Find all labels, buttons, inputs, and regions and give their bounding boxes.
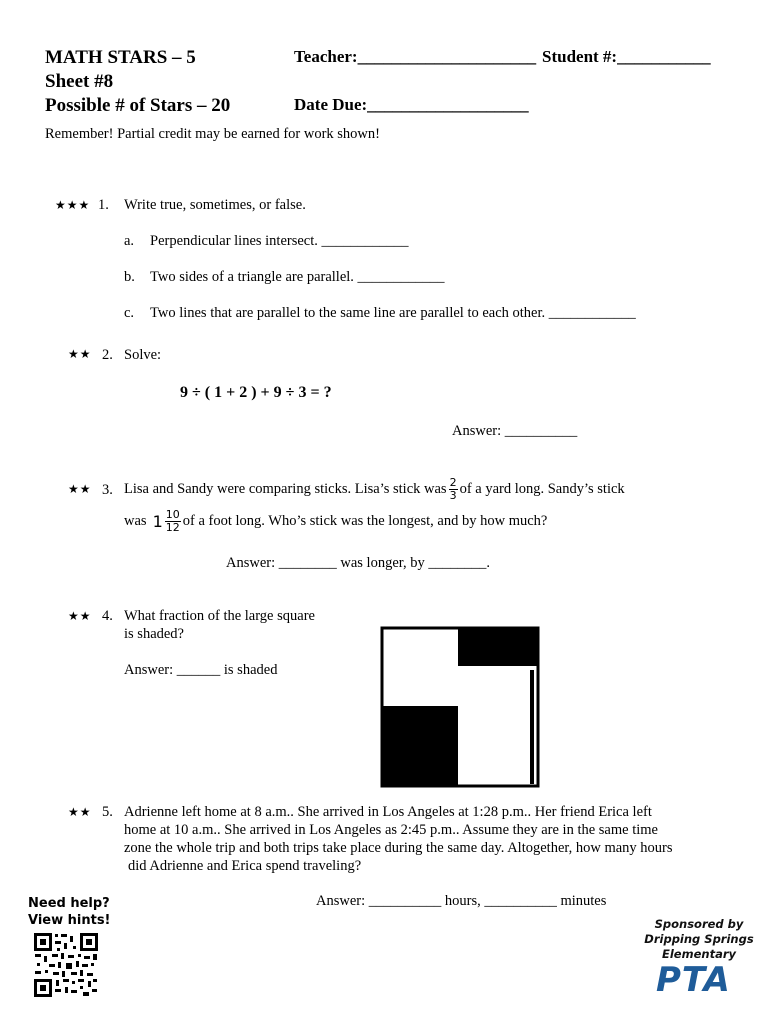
q5-line1: Adrienne left home at 8 a.m.. She arrived in Los Angeles at 1:28 p.m.. Her friend Erica left [124,804,652,820]
fraction-numerator: 2 [449,475,457,489]
worksheet-title: MATH STARS – 5 [45,47,196,68]
q3-line1-end: of a yard long. Sandy’s stick [459,480,625,497]
q1-number: 1. [98,197,109,213]
help-line2: View hints! [28,913,111,928]
fraction-ten-twelfths [165,509,181,534]
q5-line4: did Adrienne and Erica spend traveling? [128,858,362,874]
sponsor-text [640,917,758,962]
q3-line2-end: of a foot long. Who’s stick was the longest, and by how much? [182,512,548,529]
q3-number: 3. [102,482,113,498]
q4-number: 4. [102,608,113,624]
q2-equation: 9 ÷ ( 1 + 2 ) + 9 ÷ 3 = ? [180,384,332,401]
sponsor-line2: Dripping Springs [644,932,754,946]
q1-stars: ★★★ [55,198,91,212]
fraction-two-thirds [449,477,458,502]
q3-line2 [124,502,547,540]
q3-line2-start: was [124,512,147,529]
q4-answer: Answer: ______ is shaded [124,662,278,678]
possible-stars: Possible # of Stars – 20 [45,95,231,116]
help-text [28,895,111,929]
q3-line1-start: Lisa and Sandy were comparing sticks. Lisa’s stick was [124,480,447,497]
q5-line3: zone the whole trip and both trips take place during the same day. Altogether, how many hours [124,840,673,856]
mixed-number-whole: 1 [152,511,163,531]
q4-prompt-line2: is shaded? [124,626,184,642]
sponsor-line3: Elementary [662,947,736,961]
sheet-number: Sheet #8 [45,71,114,92]
q1b-text: Two sides of a triangle are parallel. ____________ [150,269,445,285]
inner-border-right [530,670,534,784]
student-number-field[interactable]: Student #:___________ [542,47,711,66]
q5-line2: home at 10 a.m.. She arrived in Los Angeles as 2:45 p.m.. Assume they are in the same time [124,822,658,838]
help-line1: Need help? [28,896,110,911]
q2-answer: Answer: __________ [452,423,578,439]
q1a-label: a. [124,233,135,249]
q2-number: 2. [102,347,113,363]
q5-stars: ★★ [68,805,92,819]
reminder-text: Remember! Partial credit may be earned for work shown! [45,126,380,142]
pta-logo: PTA [656,960,731,1000]
q3-stars: ★★ [68,482,92,496]
date-due-field[interactable]: Date Due:___________________ [294,95,529,114]
fraction-denominator: 3 [449,488,457,502]
q2-prompt: Solve: [124,347,162,363]
sponsor-line1: Sponsored by [654,917,744,931]
q1c-label: c. [124,305,135,321]
qr-code-icon[interactable] [33,932,99,998]
fraction-numerator: 10 [165,507,180,521]
teacher-field[interactable]: Teacher:_____________________ [294,47,537,66]
q3-answer: Answer: ________ was longer, by ________. [226,555,491,571]
q1c-text: Two lines that are parallel to the same line are parallel to each other. ____________ [150,305,636,321]
q1-prompt: Write true, sometimes, or false. [124,197,306,213]
shaded-square-figure [380,626,540,788]
q2-stars: ★★ [68,347,92,361]
q1a-text: Perpendicular lines intersect. ____________ [150,233,409,249]
q5-number: 5. [102,804,113,820]
fraction-denominator: 12 [165,520,180,534]
q5-answer: Answer: __________ hours, __________ minutes [316,893,607,909]
q1b-label: b. [124,269,135,285]
shaded-bottom-left-region [382,706,458,786]
shaded-top-right-region [458,628,538,666]
q4-prompt-line1: What fraction of the large square [124,608,315,624]
q4-stars: ★★ [68,609,92,623]
